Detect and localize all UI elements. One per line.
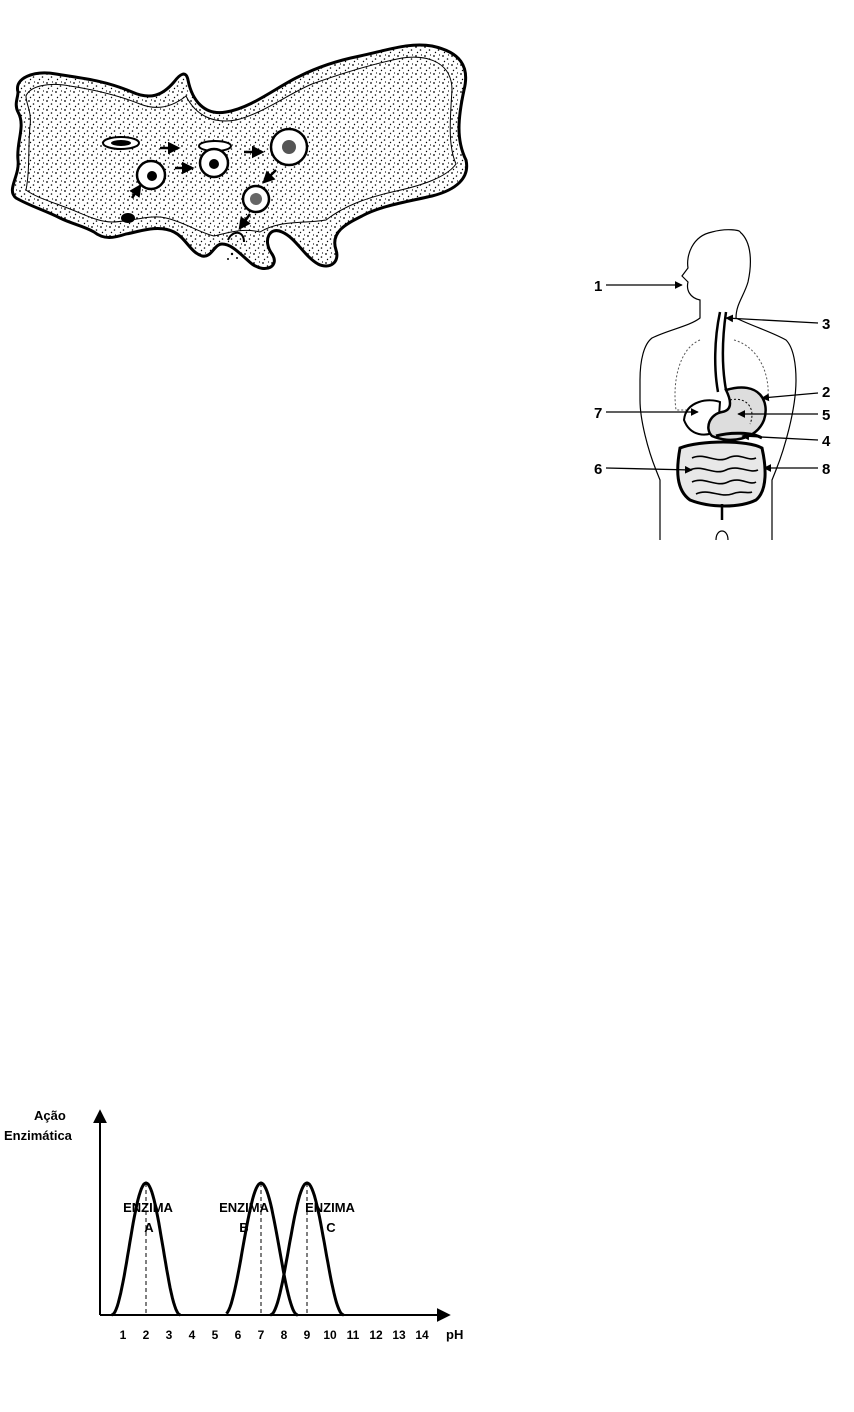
label-2: 2 [822,384,831,401]
egested-particles [227,253,238,260]
digestive-system-diagram [580,220,854,550]
y-axis-label-line2: Enzimática [4,1128,72,1143]
enzyme-letter: A [144,1220,154,1235]
y-axis-label-line1: Ação [34,1108,66,1123]
x-tick-label: 13 [392,1328,406,1342]
x-tick-label: 10 [323,1328,337,1342]
enzyme-word: ENZIMA [219,1200,269,1215]
x-tick-label: 3 [165,1328,173,1342]
label-3: 3 [822,316,831,333]
vacuole-content [250,193,262,205]
x-tick-label: 9 [303,1328,311,1342]
x-tick-label: 6 [234,1328,242,1342]
label-1: 1 [594,278,603,295]
label-8: 8 [822,461,831,478]
x-tick-label: 7 [257,1328,265,1342]
esophagus [715,312,726,392]
x-tick-label: 12 [369,1328,383,1342]
x-tick-label: 14 [415,1328,429,1342]
face-profile [712,230,740,232]
x-tick-label: 11 [346,1328,360,1342]
x-axis-label: pH [446,1327,464,1342]
label-4: 4 [822,433,831,450]
amoeba-body [12,45,466,269]
legs-outline [716,531,728,540]
vacuole-content [111,140,131,146]
x-ticks [120,1328,429,1342]
food-particle [121,213,135,223]
lung-left [675,340,700,410]
label-7: 7 [594,405,603,422]
x-tick-label: 5 [211,1328,219,1342]
vacuole-content [282,140,296,154]
enzyme-letter: C [326,1220,336,1235]
large-intestine [678,442,765,506]
x-tick-label: 4 [188,1328,196,1342]
label-5: 5 [822,407,831,424]
amoeba-diagram [0,30,480,300]
enzyme-ph-chart [0,1100,480,1412]
vacuole-content [147,171,157,181]
label-6: 6 [594,461,603,478]
enzyme-word: ENZIMA [305,1200,355,1215]
enzyme-letter: B [239,1220,249,1235]
x-tick-label: 1 [119,1328,127,1342]
x-tick-label: 8 [280,1328,288,1342]
x-tick-label: 2 [142,1328,150,1342]
vacuole-content [209,159,219,169]
enzyme-word: ENZIMA [123,1200,173,1215]
